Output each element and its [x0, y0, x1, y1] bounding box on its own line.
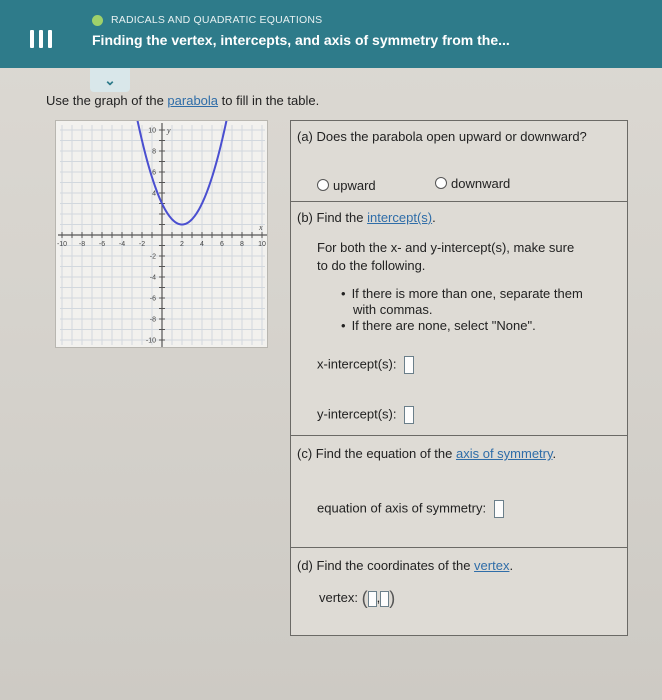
- open-paren: (: [361, 588, 368, 608]
- downward-option[interactable]: [435, 176, 510, 191]
- bullet-1: • If there is more than one, separate them: [341, 286, 583, 301]
- parabola-link[interactable]: parabola: [167, 93, 219, 108]
- upward-option[interactable]: [317, 178, 376, 193]
- y-tick-label: -4: [149, 274, 156, 282]
- part-d-text: (d) Find the coordinates of the: [297, 558, 475, 573]
- x-intercept-row: [317, 356, 414, 374]
- close-paren: ): [389, 588, 396, 608]
- bullet-2: • If there are none, select "None".: [341, 318, 536, 333]
- upward-radio[interactable]: [317, 179, 329, 191]
- x-tick-label: -8: [78, 241, 86, 248]
- y-tick-label: -6: [149, 295, 156, 303]
- x-intercept-input[interactable]: [404, 356, 414, 374]
- parabola-graph: [55, 120, 268, 348]
- axis-input[interactable]: [494, 500, 504, 518]
- x-tick-label: 2: [180, 241, 184, 248]
- part-b-label: [297, 210, 436, 225]
- bullet-1-cont: with commas.: [353, 302, 433, 317]
- axis-of-symmetry-link[interactable]: axis of symmetry: [455, 446, 553, 461]
- y-intercept-label: y-intercept(s):: [317, 406, 397, 422]
- upward-label: upward: [333, 178, 376, 193]
- x-axis-label: x: [259, 223, 263, 232]
- part-c-section: [291, 435, 627, 547]
- x-tick-label: -4: [118, 241, 126, 248]
- vertex-label: vertex:: [319, 589, 359, 605]
- part-b-section: [291, 201, 627, 435]
- part-b-instruction-2: to do the following.: [317, 258, 426, 273]
- x-tick-label: -6: [98, 241, 106, 248]
- vertex-row: [319, 588, 395, 609]
- part-d-section: [291, 547, 627, 635]
- question-table: [290, 120, 628, 636]
- x-tick-label: -2: [138, 241, 146, 248]
- lesson-title: Finding the vertex, intercepts, and axis of symmetry from the...: [92, 32, 510, 48]
- part-c-label: [297, 446, 556, 461]
- part-a-question: (a) Does the parabola open upward or downward?: [297, 129, 587, 144]
- x-tick-label: 10: [258, 241, 266, 248]
- vertex-link[interactable]: vertex: [474, 558, 510, 573]
- y-tick-label: -2: [149, 253, 156, 261]
- y-intercept-input[interactable]: [404, 406, 414, 424]
- progress-dot-icon: [92, 15, 103, 26]
- vertex-x-input[interactable]: [368, 591, 377, 607]
- vertex-comma: ,: [376, 589, 381, 605]
- y-tick-label: -8: [149, 316, 156, 324]
- menu-icon[interactable]: [30, 30, 52, 48]
- intercepts-link[interactable]: intercept(s): [367, 210, 433, 225]
- collapse-toggle[interactable]: [90, 68, 130, 92]
- part-b-period: .: [432, 210, 436, 225]
- x-tick-label: 6: [220, 241, 224, 248]
- instruction-text-after: to fill in the table.: [218, 93, 320, 108]
- x-intercept-label: x-intercept(s):: [317, 356, 397, 372]
- x-tick-label: -10: [56, 241, 68, 248]
- downward-radio[interactable]: [435, 177, 447, 189]
- x-tick-label: 4: [200, 241, 204, 248]
- part-b-text: (b) Find the: [297, 210, 368, 225]
- y-intercept-row: [317, 406, 414, 424]
- y-tick-label: 4: [152, 190, 156, 198]
- top-bar: [0, 0, 662, 68]
- part-d-label: [297, 558, 513, 573]
- graph-svg: [56, 121, 269, 349]
- chevron-down-icon: ⌄: [104, 71, 116, 88]
- y-axis-label: y: [167, 126, 171, 135]
- y-tick-label: 8: [152, 148, 156, 156]
- vertex-y-input[interactable]: [380, 591, 389, 607]
- axis-row: [317, 500, 504, 518]
- y-tick-label: -10: [145, 337, 156, 345]
- part-d-period: .: [509, 558, 514, 573]
- topic-label: RADICALS AND QUADRATIC EQUATIONS: [111, 14, 323, 26]
- part-c-period: .: [552, 446, 557, 461]
- topic-row: [92, 14, 322, 26]
- instruction-text-before: Use the graph of the: [46, 93, 168, 108]
- part-c-text: (c) Find the equation of the: [297, 446, 456, 461]
- part-a-section: [291, 121, 627, 201]
- y-tick-label: 6: [152, 169, 156, 177]
- part-b-instruction-1: For both the x- and y-intercept(s), make sure: [317, 240, 575, 255]
- axis-label: equation of axis of symmetry:: [317, 500, 487, 516]
- y-tick-label: 10: [148, 127, 156, 135]
- downward-label: downward: [451, 176, 511, 191]
- x-tick-label: 8: [240, 241, 244, 248]
- instruction: [46, 93, 319, 108]
